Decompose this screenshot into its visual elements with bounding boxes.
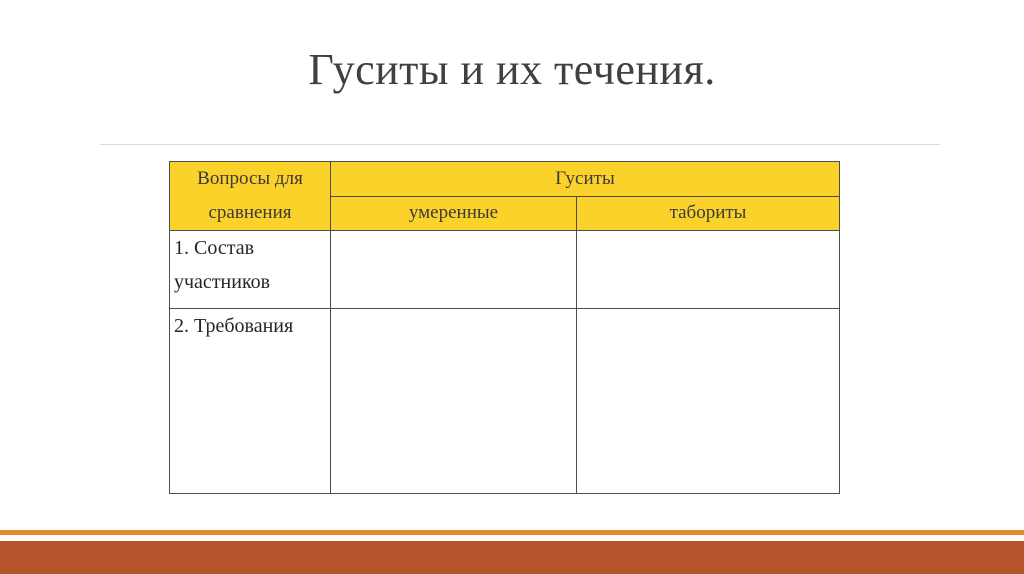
- moderate-header: [331, 196, 577, 231]
- hussites-header: [331, 162, 840, 197]
- table-row: [170, 231, 840, 309]
- cell-taborites-composition: [577, 231, 840, 309]
- taborites-header: [577, 196, 840, 231]
- row-label-text: 1. Состав участников: [174, 237, 271, 293]
- comparison-table-container: [169, 161, 840, 494]
- bottom-bar: [0, 541, 1024, 574]
- row-label-composition: [170, 231, 331, 309]
- title-divider: [100, 144, 940, 145]
- moderate-header-label: умеренные: [408, 202, 499, 224]
- comparison-table: [169, 161, 840, 494]
- questions-header-label: Вопросы для сравнения: [197, 168, 303, 223]
- cell-moderate-demands: [331, 309, 577, 494]
- questions-header: [170, 162, 331, 231]
- cell-taborites-demands: [577, 309, 840, 494]
- bottom-accent-line: [0, 530, 1024, 535]
- taborites-header-label: табориты: [669, 202, 747, 224]
- slide-title: Гуситы и их течения.: [308, 45, 716, 94]
- row-label-text: 2. Требования: [174, 315, 294, 337]
- header-row-1: [170, 162, 840, 197]
- table-row: [170, 309, 840, 494]
- hussites-header-label: Гуситы: [555, 167, 615, 189]
- cell-moderate-composition: [331, 231, 577, 309]
- row-label-demands: [170, 309, 331, 494]
